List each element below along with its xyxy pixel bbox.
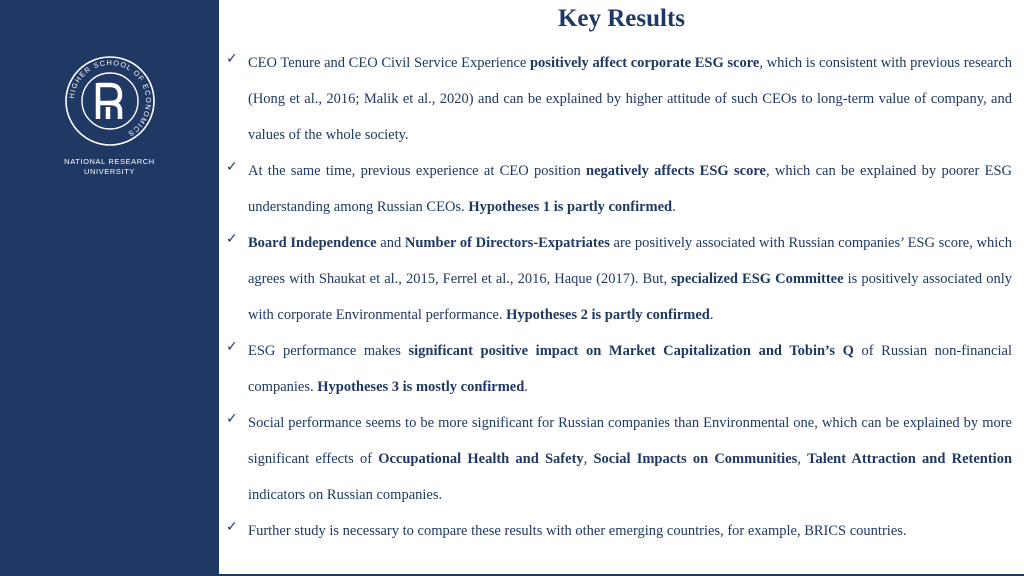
bullet-text: Social performance seems to be more significant for Russian companies than Environmental one, which can be explained by more significant effects of	[248, 415, 1012, 467]
bullet-emphasis: Talent Attraction and Retention	[807, 451, 1013, 467]
bullet-text: CEO Tenure and CEO Civil Service Experience	[248, 55, 530, 71]
bullet-emphasis: negatively affects ESG score	[586, 163, 766, 179]
bullet-text: indicators on Russian companies.	[248, 487, 443, 503]
bullet-emphasis: Number of Directors-Expatriates	[404, 235, 610, 251]
org-line-2: UNIVERSITY	[83, 167, 135, 176]
bullet-emphasis: Hypotheses 1 is partly confirmed	[468, 199, 673, 215]
logo-ring-text: HIGHER SCHOOL OF ECONOMICS	[67, 57, 154, 139]
bullet-item	[226, 45, 1012, 153]
bullet-text: .	[709, 307, 714, 323]
bullet-emphasis: significant positive impact on Market Capitalization and Tobin’s Q	[408, 343, 854, 359]
hse-glyph	[98, 83, 120, 119]
check-icon: ✓	[226, 519, 238, 535]
bullet-text: ,	[583, 451, 594, 467]
bullet-item	[226, 333, 1012, 405]
bullet-text: , which can be explained by poorer ESG understanding among Russian CEOs.	[248, 163, 1012, 215]
bullet-text: .	[524, 379, 528, 395]
check-icon: ✓	[226, 231, 238, 247]
bullet-item	[226, 513, 1012, 549]
bullet-text: , which is consistent with previous research (Hong et al., 2016; Malik et al., 2020) and can be explained by higher attitude of such CEOs to long-term value of company, and values of the whole society.	[248, 55, 1013, 143]
bullet-emphasis: Board Independence	[248, 235, 377, 251]
bullet-text: are positively associated with Russian companies’ ESG score, which agrees with Shaukat et al., 2015, Ferrel et al., 2016, Haque (2017). But,	[248, 235, 1012, 287]
bullet-text: and	[376, 235, 405, 251]
bullet-item	[226, 405, 1012, 513]
bullet-text: is positively associated only with corporate Environmental performance.	[248, 271, 1012, 323]
bullet-text: of Russian non-financial companies.	[248, 343, 1012, 395]
bullet-emphasis: Occupational Health and Safety	[378, 451, 584, 467]
bullet-emphasis: Hypotheses 2 is partly confirmed	[506, 307, 710, 323]
svg-text:HIGHER SCHOOL OF ECONOMICS	[67, 58, 153, 139]
bullet-text: .	[672, 199, 676, 215]
bullet-text: At the same time, previous experience at CEO position	[248, 163, 587, 179]
bullet-text: Further study is necessary to compare these results with other emerging countries, for example, BRICS countries.	[248, 523, 907, 539]
check-icon: ✓	[226, 339, 238, 355]
bullet-text: ESG performance makes	[248, 343, 409, 359]
slide-title: Key Results	[557, 5, 686, 32]
bullet-item	[226, 225, 1012, 333]
bullet-emphasis: positively affect corporate ESG score	[529, 55, 760, 71]
check-icon: ✓	[226, 51, 238, 67]
sidebar	[0, 0, 219, 576]
bullet-emphasis: Social Impacts on Communities	[593, 451, 798, 467]
bullet-emphasis: specialized ESG Committee	[671, 271, 844, 287]
key-results-list	[226, 45, 1012, 549]
check-icon: ✓	[226, 411, 238, 427]
check-icon: ✓	[226, 159, 238, 175]
bullet-item	[226, 153, 1012, 225]
org-line-1: NATIONAL RESEARCH	[64, 157, 155, 166]
bullet-text: ,	[797, 451, 808, 467]
bullet-emphasis: Hypotheses 3 is mostly confirmed	[317, 379, 525, 395]
hse-logo	[64, 55, 156, 147]
